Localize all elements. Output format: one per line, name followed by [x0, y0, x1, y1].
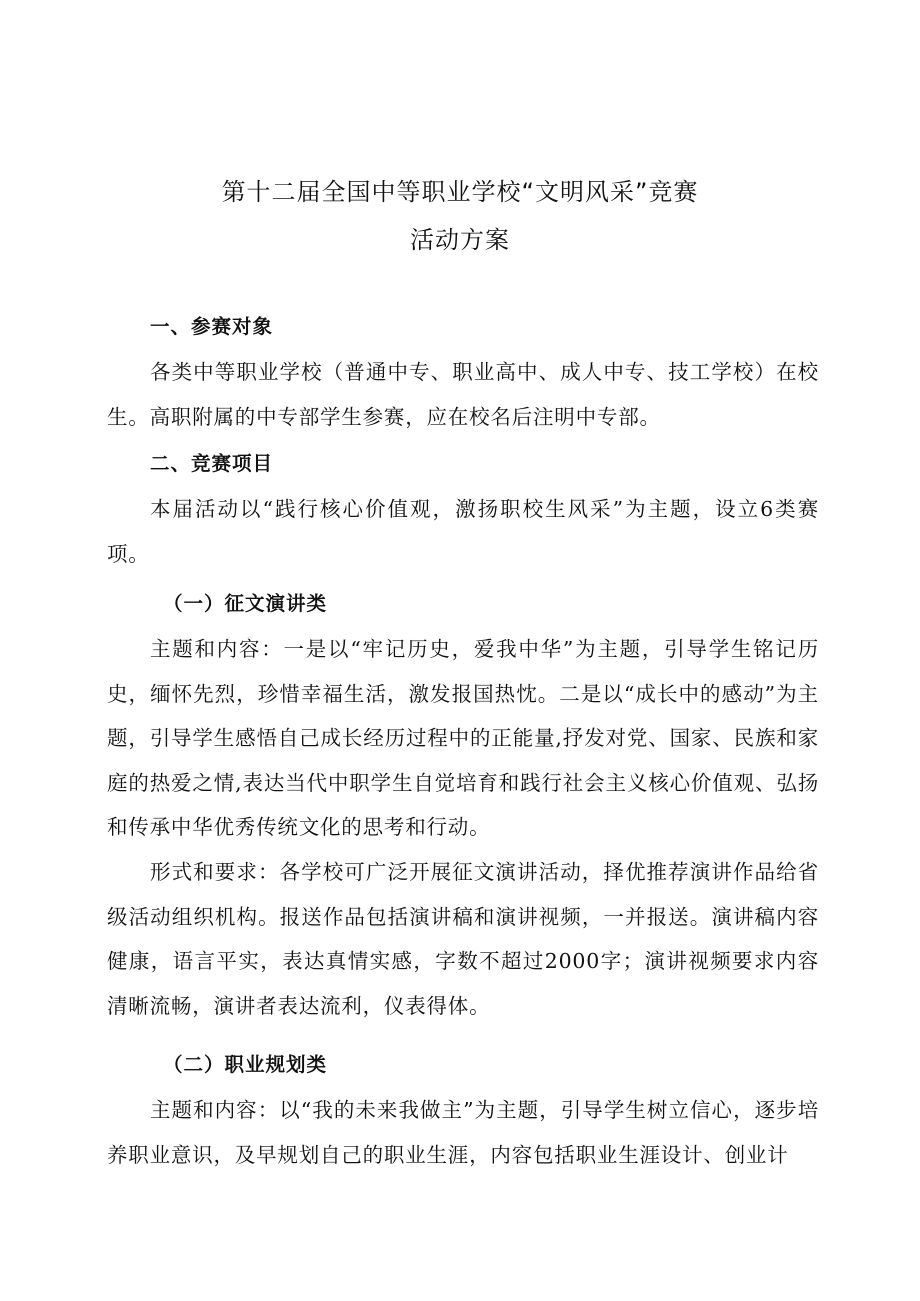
subheading-essay-speech: （一）征文演讲类	[163, 592, 328, 615]
document-title: 第十二届全国中等职业学校“文明风采”竞赛	[221, 178, 699, 206]
paragraph-events: 本届活动以“践行核心价值观，激扬职校生风采”为主题，设立6类赛项。	[107, 497, 819, 566]
section-heading-events: 二、竞赛项目	[150, 452, 274, 475]
document-subtitle: 活动方案	[410, 226, 510, 254]
paragraph-career-content: 主题和内容：以“我的未来我做主”为主题，引导学生树立信心，逐步培养职业意识，及早规划自己的职业生涯，内容包括职业生涯设计、创业计	[107, 1098, 819, 1167]
paragraph-participants: 各类中等职业学校（普通中专、职业高中、成人中专、技工学校）在校生。高职附属的中专部学生参赛，应在校名后注明中专部。	[107, 360, 819, 429]
paragraph-essay-content: 主题和内容：一是以“牢记历史，爱我中华”为主题，引导学生铭记历史，缅怀先烈，珍惜幸福生活，激发报国热忱。二是以“成长中的感动”为主题，引导学生感悟自己成长经历过程中的正能量,抒发对党、国家、民族和家庭的热爱之情,表达当代中职学生自觉培育和践行社会主义核心价值观、弘扬和传承中华优秀传统文化的思考和行动。	[107, 637, 819, 840]
subheading-career-planning: （二）职业规划类	[163, 1053, 328, 1076]
paragraph-essay-requirements: 形式和要求：各学校可广泛开展征文演讲活动，择优推荐演讲作品给省级活动组织机构。报送作品包括演讲稿和演讲视频，一并报送。演讲稿内容健康，语言平实，表达真情实感，字数不超过2000字；演讲视频要求内容清晰流畅，演讲者表达流利，仪表得体。	[107, 860, 819, 1018]
section-heading-participants: 一、参赛对象	[150, 315, 274, 338]
